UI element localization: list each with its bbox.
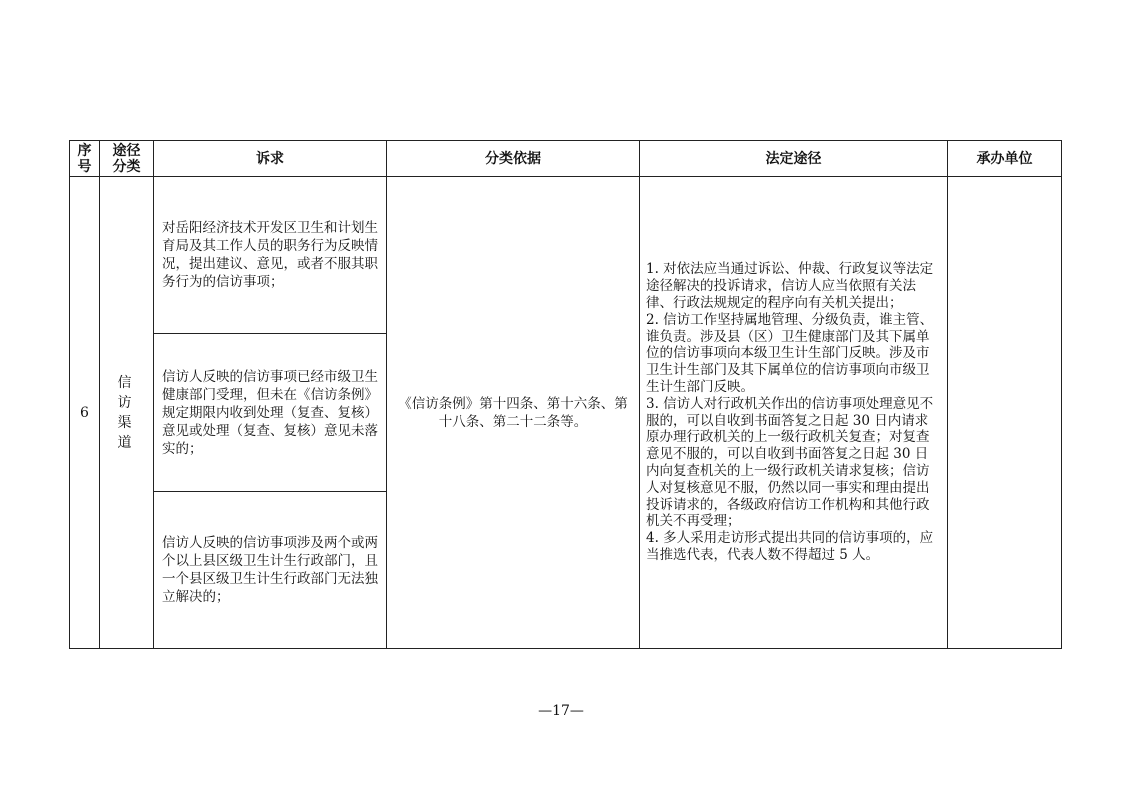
header-appeal: 诉求 bbox=[154, 141, 387, 177]
appeal-item: 信访人反映的信访事项涉及两个或两个以上县区级卫生计生行政部门，且一个县区级卫生计生行政部门无法独立解决的； bbox=[154, 491, 387, 648]
page-number: —17— bbox=[538, 703, 584, 719]
complaint-channel-table bbox=[69, 140, 1062, 649]
appeal-item: 对岳阳经济技术开发区卫生和计划生育局及其工作人员的职务行为反映情况，提出建议、意见，或者不服其职务行为的信访事项； bbox=[154, 177, 387, 334]
row-seq: 6 bbox=[70, 177, 100, 649]
table-header-row bbox=[70, 141, 1062, 177]
appeal-item: 信访人反映的信访事项已经市级卫生健康部门受理，但未在《信访条例》规定期限内收到处理（复查、复核）意见或处理（复查、复核）意见未落实的； bbox=[154, 334, 387, 491]
legal-item: 3. 信访人对行政机关作出的信访事项处理意见不服的，可以自收到书面答复之日起 30 日内请求原办理行政机关的上一级行政机关复查；对复查意见不服的，可以自收到书面答复之日起 30 日内向复查机关的上一级行政机关请求复核；信访人对复核意见不服，仍然以同一事实和理由提出投诉请求的，各级政府信访工作机构和其他行政机关不再受理； bbox=[646, 395, 934, 530]
header-basis: 分类依据 bbox=[387, 141, 640, 177]
legal-item: 1. 对依法应当通过诉讼、仲裁、行政复议等法定途径解决的投诉请求，信访人应当依照有关法律、行政法规规定的程序向有关机关提出； bbox=[646, 261, 934, 311]
header-seq: 序号 bbox=[70, 141, 100, 177]
legal-item: 2. 信访工作坚持属地管理、分级负责，谁主管、谁负责。涉及县（区）卫生健康部门及其下属单位的信访事项向本级卫生计生部门反映。涉及市卫生计生部门及其下属单位的信访事项向市级卫生计生部门反映。 bbox=[646, 311, 934, 395]
classification-basis: 《信访条例》第十四条、第十六条、第十八条、第二十二条等。 bbox=[387, 177, 640, 649]
legal-item: 4. 多人采用走访形式提出共同的信访事项的，应当推选代表，代表人数不得超过 5 人。 bbox=[646, 530, 934, 563]
row-channel: 信访渠道 bbox=[100, 177, 154, 649]
handling-unit bbox=[948, 177, 1062, 649]
header-legal-channel: 法定途径 bbox=[640, 141, 948, 177]
table-row bbox=[70, 177, 1062, 334]
legal-channel-text bbox=[640, 177, 948, 649]
header-channel: 途径分类 bbox=[100, 141, 154, 177]
header-handling-unit: 承办单位 bbox=[948, 141, 1062, 177]
